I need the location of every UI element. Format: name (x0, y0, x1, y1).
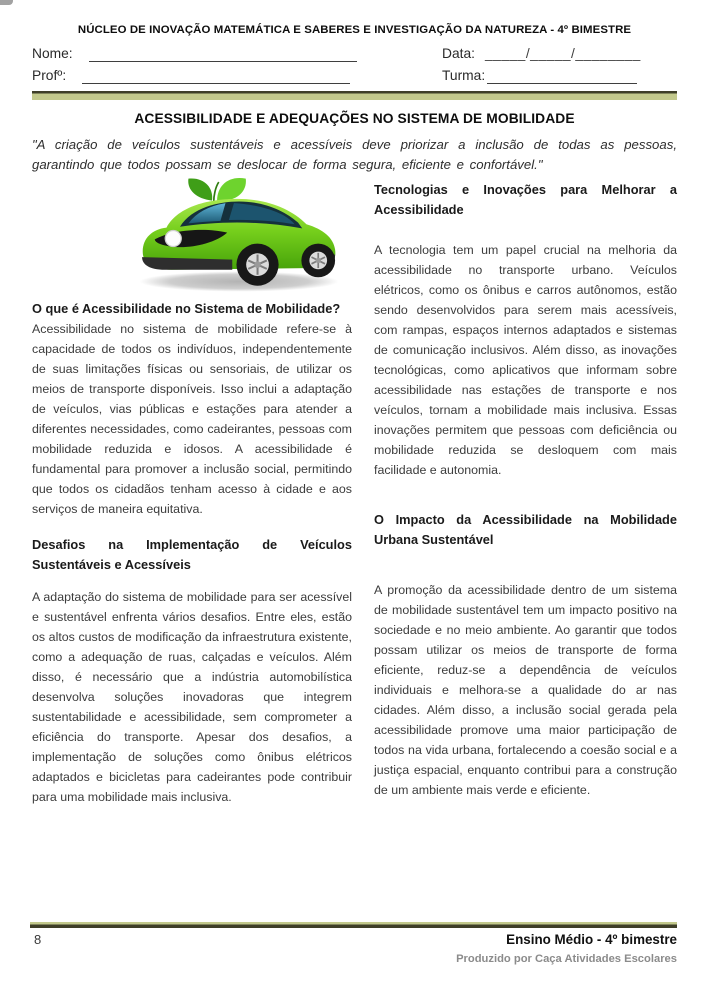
leaf-icon (188, 178, 246, 202)
teacher-field (32, 67, 384, 84)
intro-quote: "A criação de veículos sustentáveis e acessíveis deve priorizar a inclusão de todas as pessoas, garantindo que todos possam se deslocar de forma segura, eficiente e confortável." (32, 137, 677, 172)
section-heading-challenges: Desafios na Implementação de Veículos Sustentáveis e Acessíveis (32, 537, 352, 572)
right-column (374, 177, 677, 807)
teacher-label: Profº: (32, 68, 67, 83)
worksheet-title: ACESSIBILIDADE E ADEQUAÇÕES NO SISTEMA DE MOBILIDADE (134, 111, 575, 126)
green-eco-car-graphic (120, 177, 358, 295)
footer-row (30, 931, 677, 967)
section-body-impact: A promoção da acessibilidade dentro de um sistema de mobilidade sustentável tem um impacto positivo na sociedade e no meio ambiente. Ao garantir que todos possam utilizar os meios de transporte de forma eficiente, reduz-se a dependência de veículos individuais e melhora-se a qualidade do ar nas cidades. Além disso, a inclusão social gerada pela acessibilidade promove uma maior participação de todos na vida urbana, fortalecendo a coesão social e a justiça espacial, enquanto contribui para a construção de um ambiente mais verde e eficiente. (374, 583, 677, 797)
name-label: Nome: (32, 46, 73, 61)
worksheet-header (0, 0, 707, 84)
class-blank-line (487, 68, 637, 84)
footer-divider-bar (30, 922, 677, 928)
rear-wheel (301, 244, 335, 278)
two-column-body (32, 177, 677, 807)
eco-car-illustration (120, 177, 358, 295)
teacher-blank-line (82, 68, 350, 84)
date-blank-line: _____/_____/________ (484, 46, 641, 61)
name-blank-line (89, 46, 357, 62)
class-field (384, 67, 677, 84)
footer-right-block (456, 931, 677, 967)
footer-credit-label: Produzido por Caça Atividades Escolares (456, 953, 677, 965)
date-field (384, 45, 677, 62)
header-divider-bar (32, 91, 677, 100)
footer-edition-label: Ensino Médio - 4º bimestre (506, 932, 677, 947)
section-body-what-is-accessibility: Acessibilidade no sistema de mobilidade refere-se à capacidade de todos os indivíduos, independentemente de suas limitações físicas ou sensoriais, de utilizar os meios de transporte disponíveis. Isso inclui a adaptação de veículos, vias públicas e estações para atender a diferentes necessidades, como cadeirantes, pessoas com mobilidade reduzida e idosos. A acessibilidade é fundamental para promover a inclusão social, permitindo que todos os cidadãos tenham acesso à cidade e aos serviços de maneira equitativa. (32, 322, 352, 516)
front-wheel (236, 244, 278, 286)
student-fields (32, 45, 677, 84)
field-row-2 (32, 67, 677, 84)
worksheet-footer (30, 922, 677, 967)
date-label: Data: (442, 46, 475, 61)
section-body-technologies: A tecnologia tem um papel crucial na melhoria da acessibilidade no transporte urbano. Veículos elétricos, como os ônibus e carros autônomos, estão sendo desenvolvidos para serem mais acessíveis, com rampas, espaços internos adaptados e sistemas de comunicação inclusivos. Além disso, as inovações tecnológicas, como aplicativos que informam sobre acessibilidade nas estações de transporte e nos veículos, tornam a mobilidade mais inclusiva. Essas inovações permitem que pessoas com deficiência ou mobilidade reduzida se desloquem com mais facilidade e autonomia. (374, 243, 677, 477)
class-label: Turma: (442, 68, 486, 83)
school-header-title: NÚCLEO DE INOVAÇÃO MATEMÁTICA E SABERES E INVESTIGAÇÃO DA NATUREZA - 4º BIMESTRE (77, 24, 632, 36)
section-heading-technologies: Tecnologias e Inovações para Melhorar a Acessibilidade (374, 182, 677, 217)
scan-corner-artifact (0, 0, 13, 5)
name-field (32, 45, 384, 62)
section-heading-impact: O Impacto da Acessibilidade na Mobilidade Urbana Sustentável (374, 512, 677, 547)
section-body-challenges: A adaptação do sistema de mobilidade para ser acessível e sustentável enfrenta vários desafios. Entre eles, estão os altos custos de modificação da infraestrutura existente, como a adequação de ruas, calçadas e veículos. Além disso, é necessário que a indústria automobilística desenvolva soluções inovadoras que integrem sustentabilidade e acessibilidade, sem comprometer a eficiência do transporte. Apesar dos desafios, a implementação de soluções como ônibus elétricos adaptados e bicicletas para cadeirantes pode contribuir para uma mobilidade mais inclusiva. (32, 590, 352, 804)
left-column (32, 177, 352, 807)
section-heading-what-is-accessibility: O que é Acessibilidade no Sistema de Mobilidade? (32, 301, 341, 316)
field-row-1 (32, 45, 677, 62)
headlight (165, 231, 181, 247)
page-number: 8 (34, 932, 42, 947)
